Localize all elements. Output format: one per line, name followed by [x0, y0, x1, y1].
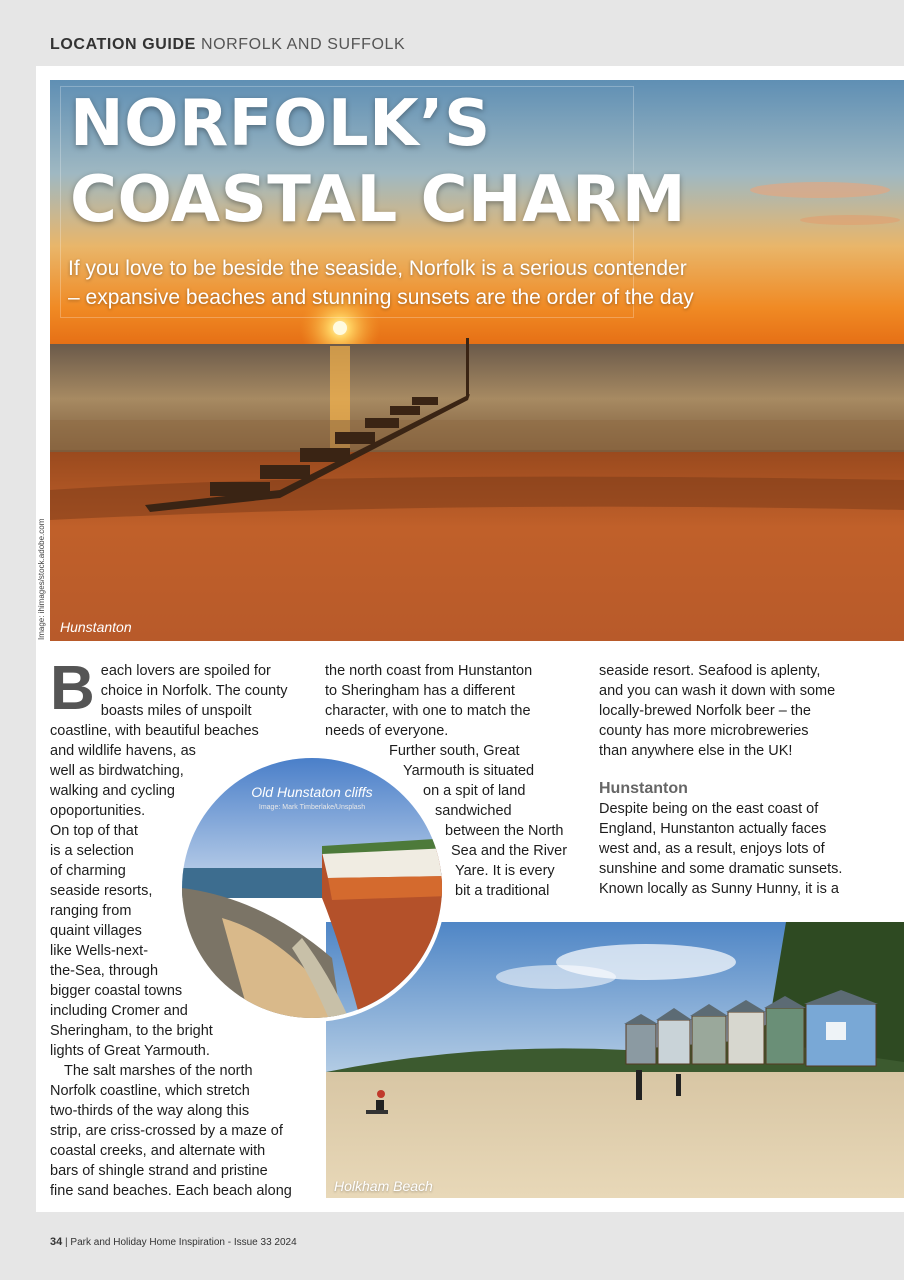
- page-number: 34: [50, 1236, 63, 1248]
- section-tag: [50, 36, 405, 54]
- col3-line: sunshine and some dramatic sunsets.: [599, 861, 843, 877]
- col1-line: bigger coastal towns: [50, 983, 183, 999]
- hero-caption: Hunstanton: [60, 619, 132, 635]
- col1-line: and wildlife havens, as: [50, 743, 196, 759]
- col2-line: to Sheringham has a different: [325, 683, 515, 699]
- col1-line: including Cromer and: [50, 1003, 188, 1019]
- col1-line: lights of Great Yarmouth.: [50, 1043, 210, 1059]
- cliffs-credit: Image: Mark Timberlake/Unsplash: [258, 804, 366, 811]
- col3-line: than anywhere else in the UK!: [599, 743, 793, 759]
- col2-line: between the North: [445, 823, 564, 839]
- col2-line: on a spit of land: [423, 783, 526, 799]
- section-tag-light: NORFOLK AND SUFFOLK: [200, 36, 406, 53]
- col2-line: Sea and the River: [451, 843, 568, 859]
- col1-line: On top of that: [50, 823, 138, 839]
- col3-line: Known locally as Sunny Hunny, it is a: [599, 881, 839, 897]
- col3-line: seaside resort. Seafood is aplenty,: [599, 663, 821, 679]
- col1-line: choice in Norfolk. The county: [100, 683, 288, 699]
- col1-line: is a selection: [50, 843, 134, 859]
- col2-line: Yarmouth is situated: [403, 763, 535, 779]
- col1-line: strip, are criss-crossed by a maze of: [50, 1123, 283, 1139]
- col1-line: ranging from: [50, 903, 132, 919]
- col2-line: bit a traditional: [455, 883, 550, 899]
- hero-image: [50, 80, 904, 641]
- col1-line: seaside resorts,: [50, 883, 153, 899]
- col1-line: coastal creeks, and alternate with: [50, 1143, 266, 1159]
- col1-line: well as birdwatching,: [50, 763, 184, 779]
- section-tag-bold: LOCATION GUIDE: [50, 36, 196, 53]
- col1-line: coastline, with beautiful beaches: [50, 723, 259, 739]
- col2-line: sandwiched: [435, 803, 512, 819]
- hero-credit: Image: ihimages/stock.adobe.com: [37, 518, 46, 640]
- page-title: [70, 86, 710, 238]
- dropcap: B: [50, 654, 95, 723]
- col1-line: each lovers are spoiled for: [100, 663, 271, 679]
- col1-line: of charming: [50, 863, 126, 879]
- col1-line: quaint villages: [50, 923, 142, 939]
- col2-line: needs of everyone.: [325, 723, 449, 739]
- publication-name: Park and Holiday Home Inspiration - Issue 33 2024: [70, 1237, 297, 1248]
- subtitle-line-1: If you love to be beside the seaside, Norfolk is a serious contender: [68, 257, 687, 280]
- col3-line: and you can wash it down with some: [599, 683, 836, 699]
- cliffs-caption: Old Hunstaton cliffs: [251, 784, 373, 800]
- title-line-2: COASTAL CHARM: [70, 163, 687, 237]
- col1-line: boasts miles of unspoilt: [100, 703, 252, 719]
- col2-line: Further south, Great: [389, 743, 520, 759]
- col3-line: Despite being on the east coast of: [599, 801, 819, 817]
- page-footer: [50, 1236, 297, 1248]
- col1-line: opoportunities.: [50, 803, 146, 819]
- cliffs-image: [178, 754, 446, 1022]
- col1-line: walking and cycling: [50, 783, 175, 799]
- col3-line: west and, as a result, enjoys lots of: [599, 841, 825, 857]
- col1-line: two-thirds of the way along this: [50, 1103, 250, 1119]
- col1-line: like Wells-next-: [50, 943, 149, 959]
- col1-line: fine sand beaches. Each beach along: [50, 1183, 292, 1199]
- col1-line: the-Sea, through: [50, 963, 159, 979]
- subtitle-line-2: – expansive beaches and stunning sunsets are the order of the day: [68, 286, 694, 309]
- col2-line: the north coast from Hunstanton: [325, 663, 533, 679]
- col2-line: Yare. It is every: [455, 863, 555, 879]
- col1-line: Sheringham, to the bright: [50, 1023, 213, 1039]
- section-heading: Hunstanton: [599, 780, 688, 797]
- title-line-1: NORFOLK’S: [70, 87, 491, 161]
- page-subtitle: [68, 254, 758, 312]
- footer-separator: |: [65, 1237, 68, 1248]
- col3-line: locally-brewed Norfolk beer – the: [599, 703, 811, 719]
- col2-line: character, with one to match the: [325, 703, 531, 719]
- col1-line: bars of shingle strand and pristine: [50, 1163, 268, 1179]
- col3-line: county has more microbreweries: [599, 723, 809, 739]
- article-column-3: [599, 661, 857, 899]
- beach-caption: Holkham Beach: [334, 1178, 433, 1194]
- col1-line: Norfolk coastline, which stretch: [50, 1083, 250, 1099]
- col1-line: The salt marshes of the north: [64, 1063, 253, 1079]
- col3-line: England, Hunstanton actually faces: [599, 821, 827, 837]
